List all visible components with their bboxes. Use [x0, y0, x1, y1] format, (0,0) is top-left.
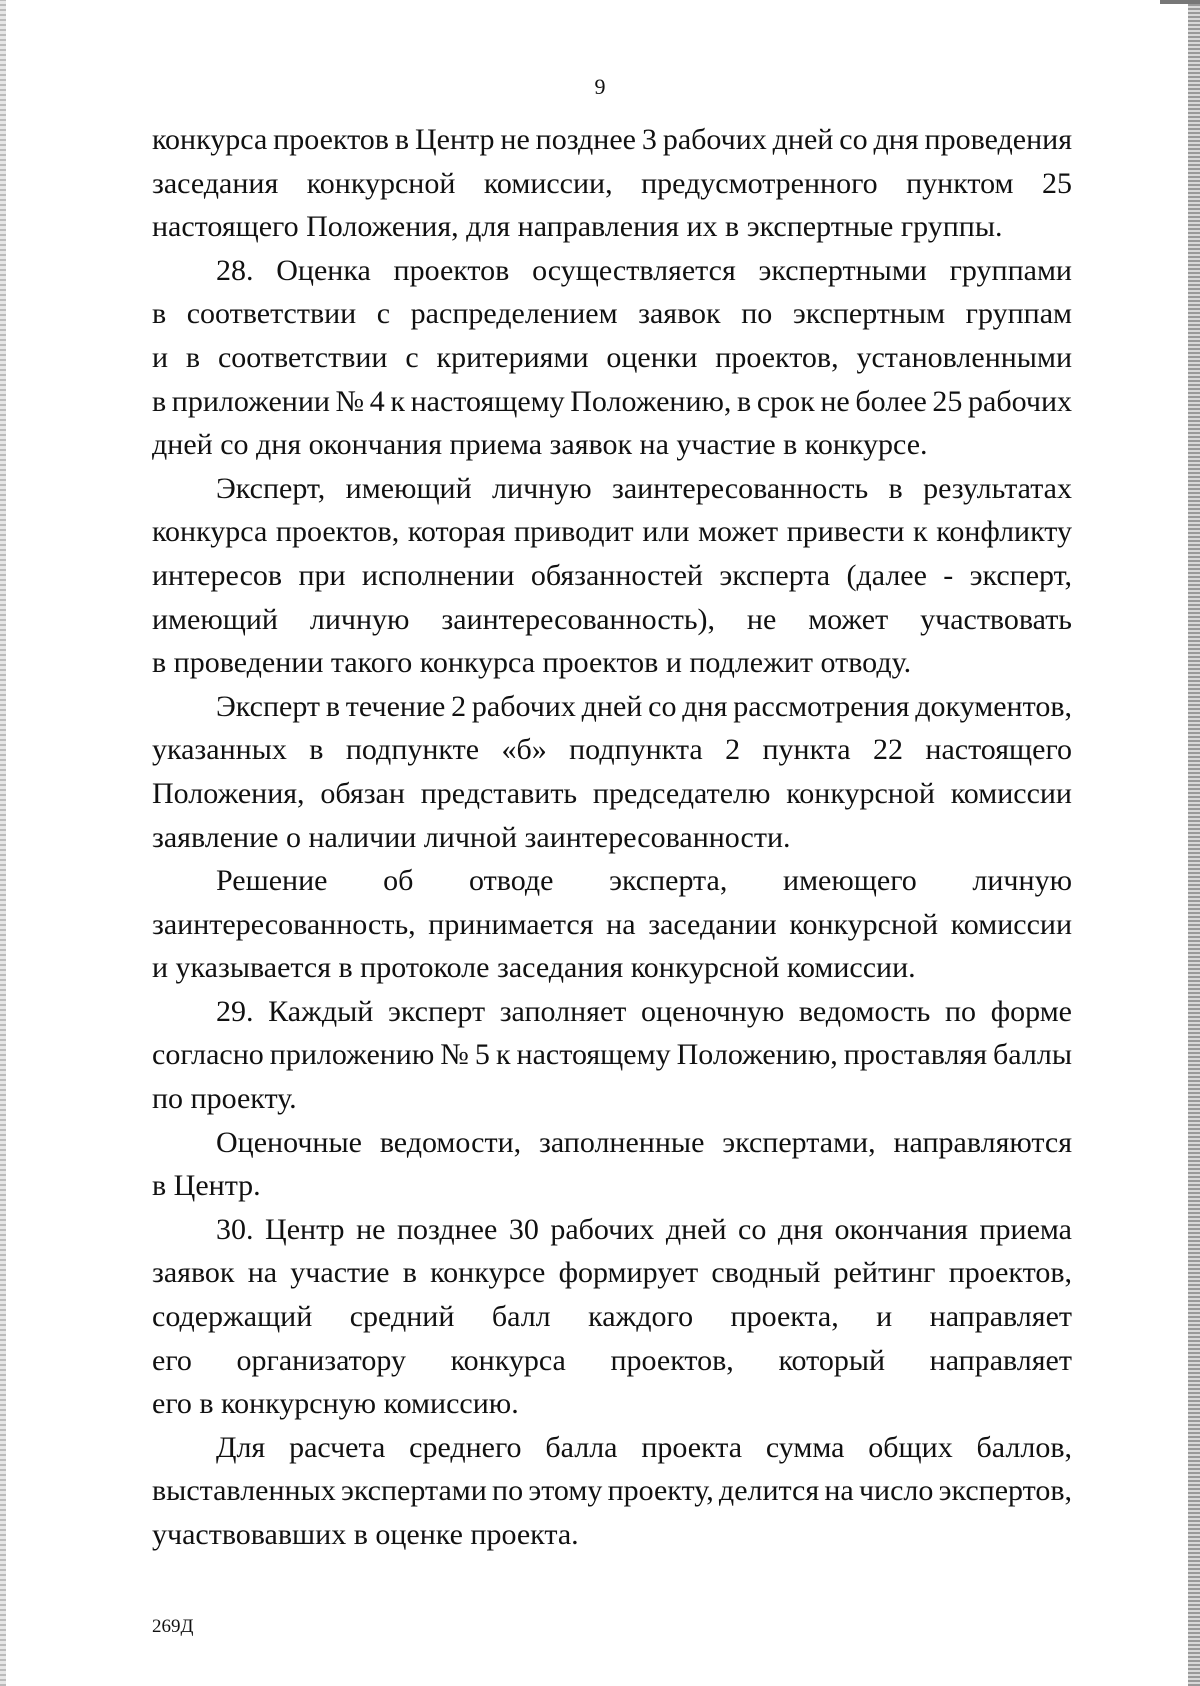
text-line: [152, 946, 1072, 990]
text-line: [152, 1469, 1072, 1513]
text-line: [152, 1121, 1072, 1165]
text-line: [152, 205, 1072, 249]
text-line-content: в соответствии с распределением заявок по экспертным группам: [152, 297, 1072, 331]
text-line: [152, 1382, 1072, 1426]
text-line-content: Для расчета среднего балла проекта сумма общих баллов,: [216, 1430, 1072, 1464]
text-line-content: выставленных экспертами по этому проекту, делится на число экспертов,: [152, 1474, 1072, 1508]
text-line-content: и в соответствии с критериями оценки проектов, установленными: [152, 340, 1072, 374]
scan-edge-right: [1188, 0, 1200, 1686]
text-line: [152, 859, 1072, 903]
text-line: [152, 816, 1072, 860]
text-line-content: Эксперт в течение 2 рабочих дней со дня рассмотрения документов,: [216, 689, 1072, 723]
text-line-content: 29. Каждый эксперт заполняет оценочную ведомость по форме: [216, 994, 1072, 1028]
text-line-content: участвовавших в оценке проекта.: [152, 1518, 579, 1551]
text-line: [152, 903, 1072, 947]
page-number: 9: [594, 74, 606, 99]
text-line-content: интересов при исполнении обязанностей эксперта (далее - эксперт,: [152, 558, 1072, 592]
text-line: [152, 162, 1072, 206]
text-line-content: в проведении такого конкурса проектов и подлежит отводу.: [152, 646, 912, 680]
text-line: [152, 336, 1072, 380]
text-line-content: 28. Оценка проектов осуществляется экспертными группами: [216, 253, 1072, 287]
footer-document-code: 269Д: [152, 1616, 194, 1637]
text-line-content: заинтересованность, принимается на заседании конкурсной комиссии: [152, 907, 1072, 941]
text-line: [152, 641, 1072, 685]
text-line: [152, 292, 1072, 336]
text-line: [152, 598, 1072, 642]
text-line: [152, 1033, 1072, 1077]
text-line: [152, 685, 1072, 729]
text-line: [152, 510, 1072, 554]
scan-edge-left: [0, 0, 6, 1686]
text-line-content: его организатору конкурса проектов, который направляет: [152, 1343, 1072, 1377]
document-body: [152, 118, 1072, 1557]
scan-edge-top-corner: [1160, 0, 1200, 4]
text-line-content: Эксперт, имеющий личную заинтересованность в результатах: [216, 471, 1072, 505]
text-line-content: согласно приложению № 5 к настоящему Положению, проставляя баллы: [152, 1038, 1072, 1072]
text-line-content: конкурса проектов, которая приводит или может привести к конфликту: [152, 515, 1072, 549]
text-line: [152, 554, 1072, 598]
text-line-content: содержащий средний балл каждого проекта, и направляет: [152, 1300, 1072, 1334]
text-line-content: 30. Центр не позднее 30 рабочих дней со дня окончания приема: [216, 1212, 1072, 1246]
text-line-content: имеющий личную заинтересованность), не может участвовать: [152, 602, 1072, 636]
text-line-content: заседания конкурсной комиссии, предусмотренного пунктом 25: [152, 166, 1072, 200]
text-line: [152, 1339, 1072, 1383]
text-line-content: указанных в подпункте «б» подпункта 2 пункта 22 настоящего: [152, 733, 1072, 767]
text-line: [152, 467, 1072, 511]
text-line-content: конкурса проектов в Центр не позднее 3 рабочих дней со дня проведения: [152, 123, 1072, 156]
text-line: [152, 1208, 1072, 1252]
text-line-content: настоящего Положения, для направления их в экспертные группы.: [152, 210, 1003, 244]
text-line-content: в Центр.: [152, 1169, 261, 1203]
text-line: [152, 249, 1072, 293]
text-line-content: Оценочные ведомости, заполненные экспертами, направляются: [216, 1125, 1072, 1159]
text-line-content: дней со дня окончания приема заявок на участие в конкурсе.: [152, 428, 928, 462]
text-line-content: и указывается в протоколе заседания конкурсной комиссии.: [152, 951, 916, 985]
text-line: [152, 1295, 1072, 1339]
text-line: [152, 1164, 1072, 1208]
text-line-content: по проекту.: [152, 1082, 297, 1116]
text-line-content: заявление о наличии личной заинтересованности.: [152, 820, 791, 854]
text-line: [152, 772, 1072, 816]
text-line: [152, 423, 1072, 467]
text-line: [152, 990, 1072, 1034]
text-line-content: Положения, обязан представить председателю конкурсной комиссии: [152, 776, 1072, 810]
text-line: [152, 1077, 1072, 1121]
text-line: [152, 1426, 1072, 1470]
text-line: [152, 380, 1072, 424]
text-line: [152, 728, 1072, 772]
text-line: [152, 1513, 1072, 1557]
text-line-content: Решение об отводе эксперта, имеющего личную: [216, 864, 1072, 898]
text-line: [152, 1251, 1072, 1295]
text-line-content: в приложении № 4 к настоящему Положению, в срок не более 25 рабочих: [152, 384, 1072, 418]
text-line: [152, 118, 1072, 162]
text-line-content: его в конкурсную комиссию.: [152, 1387, 519, 1421]
text-line-content: заявок на участие в конкурсе формирует сводный рейтинг проектов,: [152, 1256, 1072, 1290]
